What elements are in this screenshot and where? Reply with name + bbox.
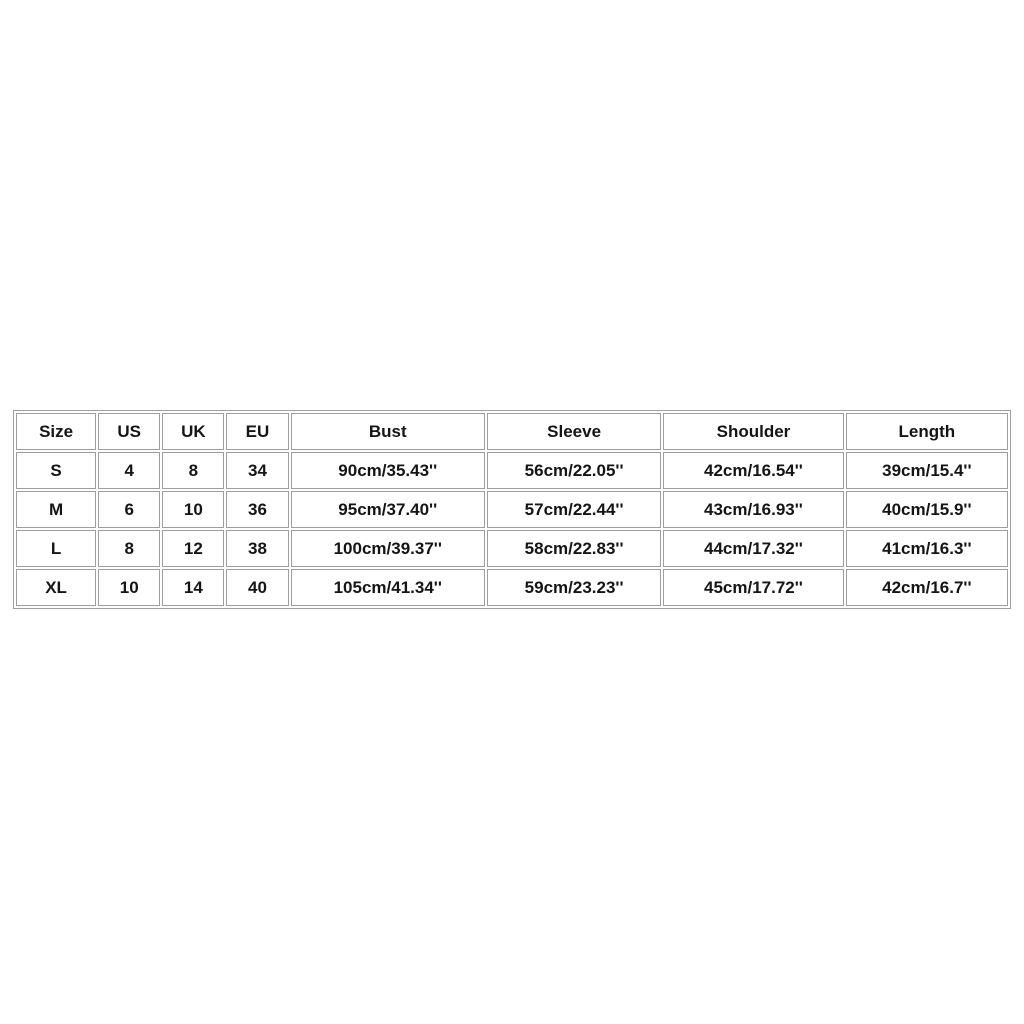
measurement-cell: 34 (226, 452, 288, 489)
measurement-cell: 56cm/22.05'' (487, 452, 661, 489)
measurement-cell: 57cm/22.44'' (487, 491, 661, 528)
column-header-eu: EU (226, 413, 288, 450)
table-row (16, 452, 1008, 489)
size-label-cell: XL (16, 569, 96, 606)
column-header-length: Length (846, 413, 1008, 450)
measurement-cell: 59cm/23.23'' (487, 569, 661, 606)
measurement-cell: 42cm/16.54'' (663, 452, 843, 489)
measurement-cell: 45cm/17.72'' (663, 569, 843, 606)
column-header-us: US (98, 413, 160, 450)
column-header-uk: UK (162, 413, 224, 450)
table-row (16, 569, 1008, 606)
measurement-cell: 10 (162, 491, 224, 528)
measurement-cell: 40 (226, 569, 288, 606)
size-label-cell: S (16, 452, 96, 489)
measurement-cell: 105cm/41.34'' (291, 569, 485, 606)
measurement-cell: 4 (98, 452, 160, 489)
column-header-sleeve: Sleeve (487, 413, 661, 450)
header-row (16, 413, 1008, 450)
measurement-cell: 36 (226, 491, 288, 528)
measurement-cell: 14 (162, 569, 224, 606)
column-header-shoulder: Shoulder (663, 413, 843, 450)
measurement-cell: 90cm/35.43'' (291, 452, 485, 489)
column-header-size: Size (16, 413, 96, 450)
column-header-bust: Bust (291, 413, 485, 450)
size-label-cell: M (16, 491, 96, 528)
measurement-cell: 8 (98, 530, 160, 567)
measurement-cell: 41cm/16.3'' (846, 530, 1008, 567)
measurement-cell: 43cm/16.93'' (663, 491, 843, 528)
measurement-cell: 10 (98, 569, 160, 606)
table-body (16, 452, 1008, 606)
measurement-cell: 38 (226, 530, 288, 567)
measurement-cell: 39cm/15.4'' (846, 452, 1008, 489)
size-chart-table (13, 410, 1011, 609)
measurement-cell: 100cm/39.37'' (291, 530, 485, 567)
measurement-cell: 58cm/22.83'' (487, 530, 661, 567)
measurement-cell: 95cm/37.40'' (291, 491, 485, 528)
measurement-cell: 40cm/15.9'' (846, 491, 1008, 528)
measurement-cell: 6 (98, 491, 160, 528)
table-row (16, 491, 1008, 528)
measurement-cell: 12 (162, 530, 224, 567)
measurement-cell: 42cm/16.7'' (846, 569, 1008, 606)
size-label-cell: L (16, 530, 96, 567)
table-row (16, 530, 1008, 567)
measurement-cell: 44cm/17.32'' (663, 530, 843, 567)
measurement-cell: 8 (162, 452, 224, 489)
